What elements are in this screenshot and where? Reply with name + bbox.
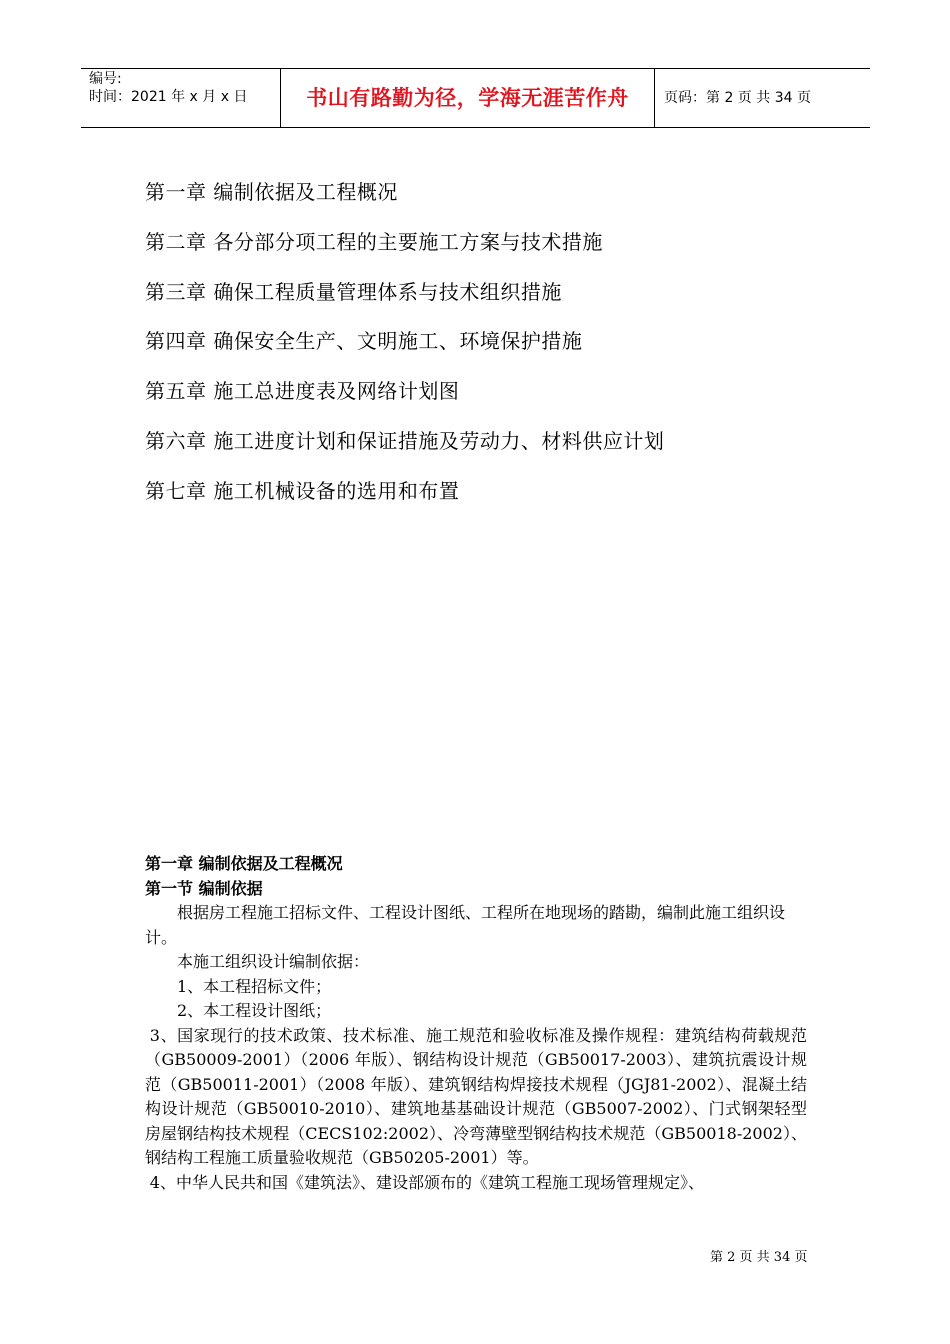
toc-item: 第三章 确保工程质量管理体系与技术组织措施 [145,279,562,304]
section-title: 第一节 编制依据 [145,878,263,898]
list-item: 4、中华人民共和国《建筑法》、建设部颁布的《建筑工程施工现场管理规定》、 [149,1172,704,1192]
header-left-cell [81,69,281,127]
toc-item: 第六章 施工进度计划和保证措施及劳动力、材料供应计划 [145,428,665,453]
document-code-label: 编号: [89,71,122,87]
chapter-title: 第一章 编制依据及工程概况 [145,854,343,873]
toc-item: 第二章 各分部分项工程的主要施工方案与技术措施 [145,229,603,254]
list-item: 2、本工程设计图纸； [177,1001,332,1020]
document-time-label: 时间：2021 年 x 月 x 日 [89,89,248,105]
toc-item: 第一章 编制依据及工程概况 [145,180,398,204]
table-of-contents [145,174,845,523]
toc-item: 第五章 施工总进度表及网络计划图 [145,379,460,404]
toc-item: 第七章 施工机械设备的选用和布置 [145,478,460,503]
header-page-number: 页码：第 2 页 共 34 页 [664,90,811,106]
paragraph: 根据房工程施工招标文件、工程设计图纸、工程所在地现场的踏勘，编制此施工组织设计。 [145,903,786,947]
toc-item: 第四章 确保安全生产、文明施工、环境保护措施 [145,329,583,354]
page-header [81,68,870,128]
list-item: 3、国家现行的技术政策、技术标准、施工规范和验收标准及操作规程：建筑结构荷载规范（GB50009-2001）（2006 年版）、钢结构设计规范（GB50017-2003）、建筑抗震设计规范（GB50011-2001）（2008 年版）、建筑钢结构焊接技术规程（JGJ81-2002）、混凝土结构设计规范（GB50010-2010）、建筑地基基础设计规范（GB5007-2002）、门式钢架轻型房屋钢结构技术规程（CECS102:2002）、冷弯薄壁型钢结构技术规范（GB50018-2002）、钢结构工程施工质量验收规范（GB50205-2001）等。 [145,1025,807,1167]
list-item: 1、本工程招标文件； [177,976,332,996]
header-motto: 书山有路勤为径，学海无涯苦作舟 [281,69,655,127]
paragraph: 本施工组织设计编制依据： [177,952,370,971]
page-footer: 第 2 页 共 34 页 [710,1250,808,1265]
document-body [145,852,807,1195]
